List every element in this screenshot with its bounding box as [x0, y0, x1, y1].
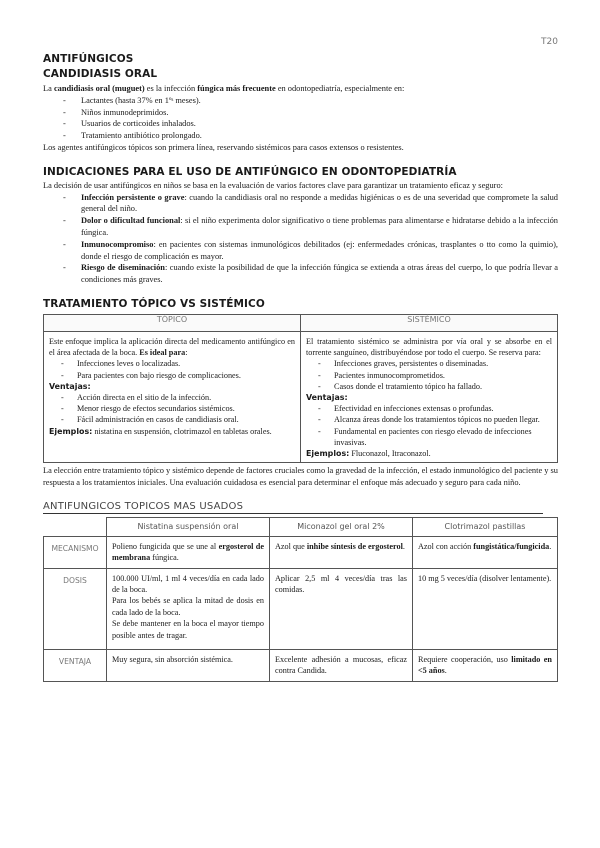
- dose-line: 100.000 UI/ml, 1 ml 4 veces/día en cada lado de la boca.: [112, 573, 264, 594]
- table-cell: [107, 568, 270, 649]
- list-item: - Alcanza áreas donde los tratamientos tópicos no pueden llegar.: [318, 414, 552, 425]
- corner-cell: [44, 517, 107, 536]
- list-item: - Fundamental en pacientes con riesgo elevado de infecciones invasivas.: [318, 426, 552, 448]
- topico-cell: [44, 331, 301, 462]
- sistemico-ejemplos: Ejemplos: Fluconazol, Itraconazol.: [306, 448, 431, 458]
- table-cell: 10 mg 5 veces/día (disolver lentamente).: [413, 568, 558, 649]
- list-item: - Infecciones graves, persistentes o diseminadas.: [318, 358, 552, 369]
- table-row: [44, 650, 558, 682]
- table-cell: Excelente adhesión a mucosas, eficaz contra Candida.: [270, 650, 413, 682]
- sistemico-ventajas-list: [306, 403, 552, 448]
- indicaciones-intro: La decisión de usar antifúngicos en niños se basa en la evaluación de varios factores clave para garantizar un tratamiento eficaz y seguro:: [43, 180, 503, 190]
- antifungicos-topicos-table: [43, 517, 558, 682]
- list-item: - Para pacientes con bajo riesgo de complicaciones.: [61, 370, 295, 381]
- section-heading-candidiasis: CANDIDIASIS ORAL: [43, 68, 158, 80]
- candidiasis-risk-list: [43, 95, 558, 142]
- list-item: - Lactantes (hasta 37% en 1ºˢ meses).: [63, 95, 558, 107]
- list-item: - Infección persistente o grave: cuando la candidiasis oral no responde a medidas higiénicas o es de una severidad que compromete la salud general del niño.: [63, 192, 558, 216]
- candidiasis-closing: Los agentes antifúngicos tópicos son primera línea, reservando sistémicos para casos extensos o resistentes.: [43, 142, 404, 152]
- column-header-sistemico: SISTÉMICO: [301, 314, 558, 331]
- dose-line: Se debe mantener en la boca el mayor tiempo posible antes de tragar.: [112, 619, 264, 640]
- list-item: - Infecciones leves o localizadas.: [61, 358, 295, 369]
- table-row: [44, 536, 558, 568]
- topico-vs-sistemico-table: [43, 314, 558, 463]
- column-header-nistatina: Nistatina suspensión oral: [107, 517, 270, 536]
- indicaciones-list: [43, 192, 558, 286]
- page-number: T20: [541, 37, 558, 47]
- sistemico-ventajas-label: Ventajas:: [306, 392, 348, 402]
- column-header-clotrimazol: Clotrimazol pastillas: [413, 517, 558, 536]
- row-label-ventaja: VENTAJA: [44, 650, 107, 682]
- topico-ventajas-label: Ventajas:: [49, 381, 91, 391]
- column-header-miconazol: Miconazol gel oral 2%: [270, 517, 413, 536]
- list-item: - Niños inmunodeprimidos.: [63, 107, 558, 119]
- topico-ideal-list: [49, 358, 295, 380]
- list-item: - Casos donde el tratamiento tópico ha fallado.: [318, 381, 552, 392]
- section-heading-tratamiento: TRATAMIENTO TÓPICO VS SISTÉMICO: [43, 297, 265, 310]
- tratamiento-closing: La elección entre tratamiento tópico y sistémico depende de factores cruciales como la gravedad de la infección, el estado inmunológico del paciente y su respuesta a los tratamientos iniciales. Una evaluación cuidadosa es esencial para determinar el enfoque más adecuado y seguro para cada niño.: [43, 466, 558, 487]
- column-header-topico: TÓPICO: [44, 314, 301, 331]
- list-item: - Inmunocompromiso: en pacientes con sistemas inmunológicos debilitados (ej: enfermedades crónicas, trasplantes o tto como la quimio), donde el riesgo de complicación es mayor.: [63, 239, 558, 263]
- dose-line: Para los bebés se aplica la mitad de dosis en cada lado de la boca.: [112, 596, 264, 617]
- row-label-dosis: DOSIS: [44, 568, 107, 649]
- section-heading-indicaciones: INDICACIONES PARA EL USO DE ANTIFÚNGICO EN ODONTOPEDIATRÍA: [43, 165, 457, 178]
- list-item: - Usuarios de corticoides inhalados.: [63, 118, 558, 130]
- row-label-mecanismo: MECANISMO: [44, 536, 107, 568]
- table-row: [44, 568, 558, 649]
- sistemico-cell: [301, 331, 558, 462]
- list-item: - Efectividad en infecciones extensas o profundas.: [318, 403, 552, 414]
- list-item: - Acción directa en el sitio de la infección.: [61, 392, 295, 403]
- list-item: - Pacientes inmunocomprometidos.: [318, 370, 552, 381]
- section-heading-topicos: ANTIFUNGICOS TOPICOS MAS USADOS: [43, 501, 543, 514]
- list-item: - Riesgo de diseminación: cuando existe la posibilidad de que la infección fúngica se extienda a otras áreas del cuerpo, lo que podría llevar a condiciones más graves.: [63, 262, 558, 286]
- table-cell: Requiere cooperación, uso limitado en <5 años.: [413, 650, 558, 682]
- list-item: - Tratamiento antibiótico prolongado.: [63, 130, 558, 142]
- table-cell: Azol con acción fungistática/fungicida.: [413, 536, 558, 568]
- topico-intro: Este enfoque implica la aplicación directa del medicamento antifúngico en el área afectada de la boca. Es ideal para:: [49, 336, 295, 358]
- table-cell: Aplicar 2,5 ml 4 veces/día tras las comidas.: [270, 568, 413, 649]
- sistemico-intro: El tratamiento sistémico se administra por vía oral y se absorbe en el torrente sanguíneo, distribuyéndose por todo el cuerpo. Se reserva para:: [306, 336, 552, 358]
- document-body: [43, 52, 558, 682]
- list-item: - Dolor o dificultad funcional: si el niño experimenta dolor significativo o tiene problemas para alimentarse e hidratarse debido a la infección fúngica.: [63, 215, 558, 239]
- table-cell: Polieno fungicida que se une al ergosterol de membrana fúngica.: [107, 536, 270, 568]
- candidiasis-intro: La candidiasis oral (muguet) es la infección fúngica más frecuente en odontopediatría, especialmente en:: [43, 84, 405, 93]
- table-cell: Azol que inhibe síntesis de ergosterol.: [270, 536, 413, 568]
- list-item: - Menor riesgo de efectos secundarios sistémicos.: [61, 403, 295, 414]
- sistemico-reserva-list: [306, 358, 552, 392]
- topico-ventajas-list: [49, 392, 295, 426]
- document-title: ANTIFÚNGICOS: [43, 53, 134, 65]
- list-item: - Fácil administración en casos de candidiasis oral.: [61, 414, 295, 425]
- topico-ejemplos: Ejemplos: nistatina en suspensión, clotrimazol en tabletas orales.: [49, 426, 272, 436]
- table-cell: Muy segura, sin absorción sistémica.: [107, 650, 270, 682]
